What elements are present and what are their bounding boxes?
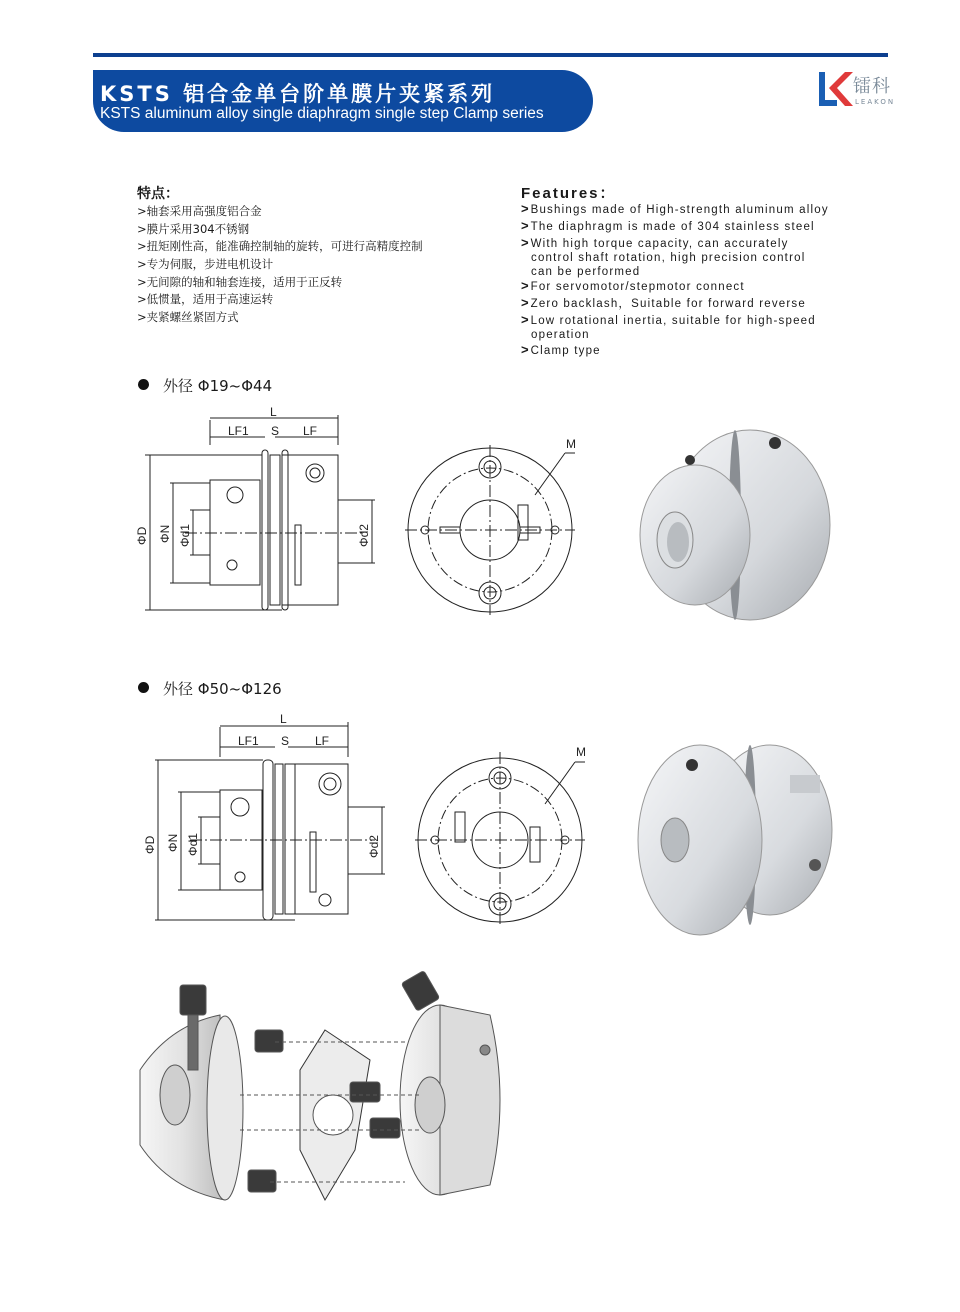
exploded-view-drawing (130, 970, 520, 1220)
feature-cn-item: >膜片采用304不锈钢 (137, 221, 250, 236)
header-rule (93, 53, 888, 57)
feature-en-item: > For servomotor/stepmotor connect (521, 278, 745, 293)
coupling-photo-small-icon (630, 425, 835, 625)
feature-cn-item: >轴套采用高强度铝合金 (137, 204, 262, 218)
features-cn-title: 特点： (137, 186, 179, 202)
svg-text:S: S (281, 734, 290, 748)
feature-en-item: > Clamp type (521, 342, 601, 357)
feature-en-item: > The diaphragm is made of 304 stainless steel (521, 218, 815, 233)
svg-text:Φd2: Φd2 (367, 835, 381, 858)
features-en-title: Features： (521, 185, 617, 202)
svg-text:ΦN: ΦN (166, 833, 180, 852)
svg-text:L: L (270, 405, 277, 419)
svg-text:LF: LF (315, 734, 330, 748)
svg-text:LF1: LF1 (228, 424, 249, 438)
feature-cn-item: >夹紧螺丝紧固方式 (137, 310, 239, 325)
svg-text:ΦD: ΦD (135, 526, 149, 545)
svg-text:LF1: LF1 (238, 734, 259, 748)
logo-cn-text: 镭科 (853, 76, 891, 97)
feature-cn-item: >无间隙的轴和轴套连接，适用于正反转 (137, 274, 343, 289)
bullet-dot-icon (138, 379, 149, 390)
bullet-dot-icon (138, 682, 149, 693)
coupling-photo-large-icon (630, 735, 840, 945)
feature-en-item: > With high torque capacity, can accurately control shaft rotation, high precision control can be performed (521, 235, 806, 278)
features-cn-list (137, 203, 423, 327)
title-cn: KSTS 铝合金单台阶单膜片夹紧系列 (100, 82, 496, 106)
logo-en-text: LEAKON (855, 98, 896, 106)
title-en: KSTS aluminum alloy single diaphragm single step Clamp series (100, 105, 544, 122)
svg-text:ΦD: ΦD (143, 835, 157, 854)
svg-text:Φd2: Φd2 (357, 524, 371, 547)
feature-cn-item: >专为伺服，步进电机设计 (137, 257, 274, 272)
front-view-drawing-small (400, 435, 590, 620)
feature-en-item: > Low rotational inertia, suitable for high-speed operation (521, 312, 816, 341)
feature-cn-item: >扭矩刚性高，能准确控制轴的旋转，可进行高精度控制 (137, 239, 423, 254)
section-title-large: 外径 Φ50~Φ126 (138, 678, 282, 699)
feature-cn-item: >低惯量，适用于高速运转 (137, 292, 274, 307)
section-title-small: 外径 Φ19~Φ44 (138, 375, 272, 396)
svg-text:S: S (271, 424, 280, 438)
svg-text:Φd1: Φd1 (178, 524, 192, 547)
front-view-drawing-large (410, 742, 600, 932)
svg-text:L: L (280, 712, 287, 726)
svg-text:M: M (576, 745, 586, 759)
side-view-drawing-large (130, 712, 400, 927)
side-view-drawing-small (125, 405, 390, 620)
svg-text:Φd1: Φd1 (186, 833, 200, 856)
svg-text:ΦN: ΦN (158, 524, 172, 543)
svg-text:LF: LF (303, 424, 318, 438)
feature-en-item: > Zero backlash，Suitable for forward reverse (521, 295, 806, 310)
feature-en-item: > Bushings made of High-strength aluminum alloy (521, 201, 829, 216)
svg-text:M: M (566, 437, 576, 451)
